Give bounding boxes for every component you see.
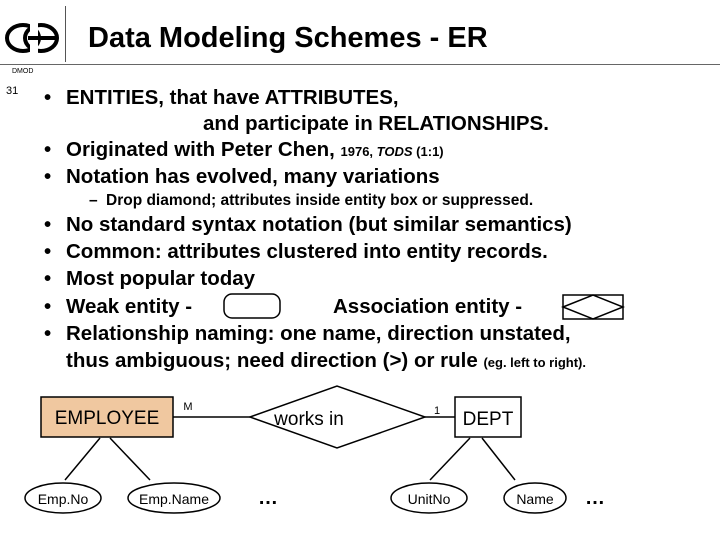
attr-line-name <box>482 438 515 480</box>
course-code: DMOD <box>12 68 34 75</box>
header-divider-vertical <box>65 6 66 62</box>
bullet-originated <box>66 138 444 162</box>
bullet-common: Common: attributes clustered into entity records. <box>66 240 548 263</box>
sub-bullet-drop-diamond: Drop diamond; attributes inside entity box or suppressed. <box>106 192 534 209</box>
page-title: Data Modeling Schemes - ER <box>88 22 488 54</box>
attr-more-left: … <box>258 487 278 509</box>
attr-empname-label: Emp.Name <box>138 491 210 507</box>
cardinality-one: 1 <box>433 405 441 417</box>
relationship-label: works in <box>274 409 344 430</box>
bullet-association-entity: Association entity - <box>333 295 523 318</box>
bullet-no-standard: No standard syntax notation (but similar semantics) <box>66 213 572 236</box>
originated-tods: TODS <box>376 144 413 159</box>
employee-entity-label: EMPLOYEE <box>54 408 160 429</box>
cardinality-m: M <box>183 401 193 413</box>
bullet-relationship-naming-cont <box>66 349 586 373</box>
bullet-most-popular: Most popular today <box>66 267 256 290</box>
ce-logo-icon <box>4 18 64 58</box>
originated-ratio: (1:1) <box>412 144 444 159</box>
header-divider <box>0 64 720 65</box>
attr-line-empname <box>110 438 150 480</box>
bullet-notation: Notation has evolved, many variations <box>66 165 440 188</box>
attr-name-label: Name <box>516 491 554 507</box>
bullet-dot: • <box>44 138 52 161</box>
page-number: 31 <box>6 85 19 97</box>
attr-line-empno <box>65 438 100 480</box>
relationship-naming-cont-text: thus ambiguous; need direction (>) or rule <box>66 349 484 372</box>
bullet-entities-cont: and participate in RELATIONSHIPS. <box>203 112 549 135</box>
bullet-dot: • <box>44 240 52 263</box>
bullet-dot: • <box>44 213 52 236</box>
bullet-dot: • <box>44 267 52 290</box>
dept-entity-label: DEPT <box>462 409 514 430</box>
bullet-relationship-naming: Relationship naming: one name, direction unstated, <box>66 322 571 345</box>
er-diagram <box>0 380 720 540</box>
attr-line-unitno <box>430 438 470 480</box>
originated-text: Originated with Peter Chen, <box>66 138 341 161</box>
attr-unitno-label: UnitNo <box>407 491 451 507</box>
bullet-dot: • <box>44 86 52 109</box>
attr-more-right: … <box>585 487 605 509</box>
originated-year: 1976, <box>340 144 377 159</box>
weak-entity-symbol <box>222 292 282 320</box>
association-entity-symbol <box>561 292 625 322</box>
bullet-dot: • <box>44 165 52 188</box>
bullet-dot: • <box>44 295 52 318</box>
bullet-entities: ENTITIES, that have ATTRIBUTES, <box>66 86 399 109</box>
sub-bullet-dash: – <box>89 192 98 209</box>
attr-empno-label: Emp.No <box>37 491 89 507</box>
bullet-weak-entity: Weak entity - <box>66 295 193 318</box>
bullet-dot: • <box>44 322 52 345</box>
relationship-naming-rule: (eg. left to right). <box>483 355 586 370</box>
